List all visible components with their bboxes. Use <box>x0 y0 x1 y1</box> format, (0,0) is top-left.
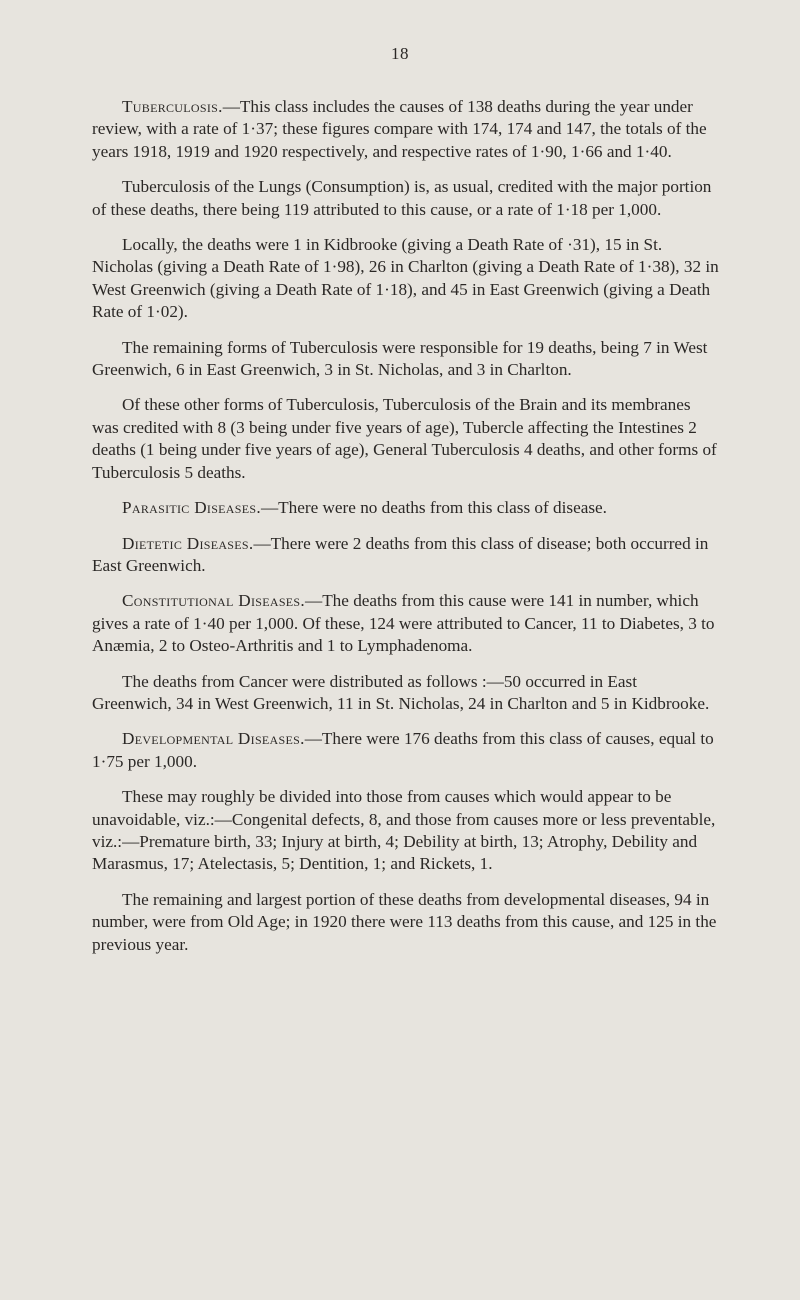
section-heading: Tuberculosis. <box>122 97 223 116</box>
paragraph-text: —This class includes the causes of 138 deaths during the year under review, with a rate of 1·37; these figures compare with 174, 174 and 147, the totals of the years 1918, 1919 and 1920 respectively, and respective rates of 1·90, 1·66 and 1·40. <box>92 97 707 161</box>
paragraph-text: These may roughly be divided into those from causes which would appear to be unavoidable, viz.:—Congenital defects, 8, and those from causes more or less preventable, viz.:—Premature birth, 33; Injury at birth, 4; Debility at birth, 13; Atrophy, Debility and Marasmus, 17; Atelectasis, 5; Dentition, 1; and Rickets, 1. <box>92 787 716 874</box>
paragraph-other-forms <box>92 394 720 484</box>
paragraph-dietetic <box>92 533 720 578</box>
paragraph-text: —There were 2 deaths from this class of disease; both occurred in East Greenwich. <box>92 533 709 575</box>
paragraph-cancer-distribution <box>92 671 720 716</box>
paragraph-text: —There were no deaths from this class of disease. <box>260 498 607 518</box>
section-heading: Parasitic Diseases. <box>122 498 261 518</box>
paragraph-locality <box>92 234 720 324</box>
section-heading: Developmental Diseases. <box>122 729 305 749</box>
paragraph-lungs <box>92 176 720 221</box>
paragraph-text: —The deaths from this cause were 141 in number, which gives a rate of 1·40 per 1,000. Of these, 124 were attributed to Cancer, 11 to Diabetes, 3 to Anæmia, 2 to Osteo-Arthritis and 1 to Lymphadenoma. <box>92 591 715 656</box>
paragraph-text: The remaining forms of Tuberculosis were responsible for 19 deaths, being 7 in West Greenwich, 6 in East Greenwich, 3 in St. Nicholas, and 3 in Charlton. <box>92 337 708 380</box>
paragraph-tuberculosis <box>92 96 720 163</box>
section-heading: Dietetic Diseases. <box>122 533 254 553</box>
paragraph-text: —There were 176 deaths from this class of causes, equal to 1·75 per 1,000. <box>92 729 714 771</box>
paragraph-text: The remaining and largest portion of these deaths from developmental diseases, 94 in number, were from Old Age; in 1920 there were 113 deaths from this cause, and 125 in the previous year. <box>92 889 717 954</box>
paragraph-text: The deaths from Cancer were distributed as follows :—50 occurred in East Greenwich, 34 in West Greenwich, 11 in St. Nicholas, 24 in Charlton and 5 in Kidbrooke. <box>92 671 710 713</box>
paragraph-parasitic <box>92 497 720 519</box>
page-number: 18 <box>391 44 409 63</box>
paragraph-text: Of these other forms of Tuberculosis, Tuberculosis of the Brain and its membranes was credited with 8 (3 being under five years of age), Tubercle affecting the Intestines 2 deaths (1 being under five years of age), General Tuberculosis 4 deaths, and other forms of Tuberculosis 5 deaths. <box>92 395 717 482</box>
body-text <box>92 96 720 969</box>
paragraph-text: Tuberculosis of the Lungs (Consumption) is, as usual, credited with the major portion of these deaths, there being 119 attributed to this cause, or a rate of 1·18 per 1,000. <box>92 177 712 219</box>
paragraph-text: Locally, the deaths were 1 in Kidbrooke (giving a Death Rate of ·31), 15 in St. Nicholas (giving a Death Rate of 1·98), 26 in Charlton (giving a Death Rate of 1·38), 32 in West Greenwich (giving a Death Rate of 1·18), and 45 in East Greenwich (giving a Death Rate of 1·02). <box>92 235 719 322</box>
section-heading: Constitutional Diseases. <box>122 591 305 611</box>
paragraph-remaining-forms <box>92 337 720 382</box>
paragraph-developmental <box>92 728 720 773</box>
paragraph-causes-division <box>92 786 720 876</box>
paragraph-old-age <box>92 889 720 956</box>
paragraph-constitutional <box>92 590 720 657</box>
